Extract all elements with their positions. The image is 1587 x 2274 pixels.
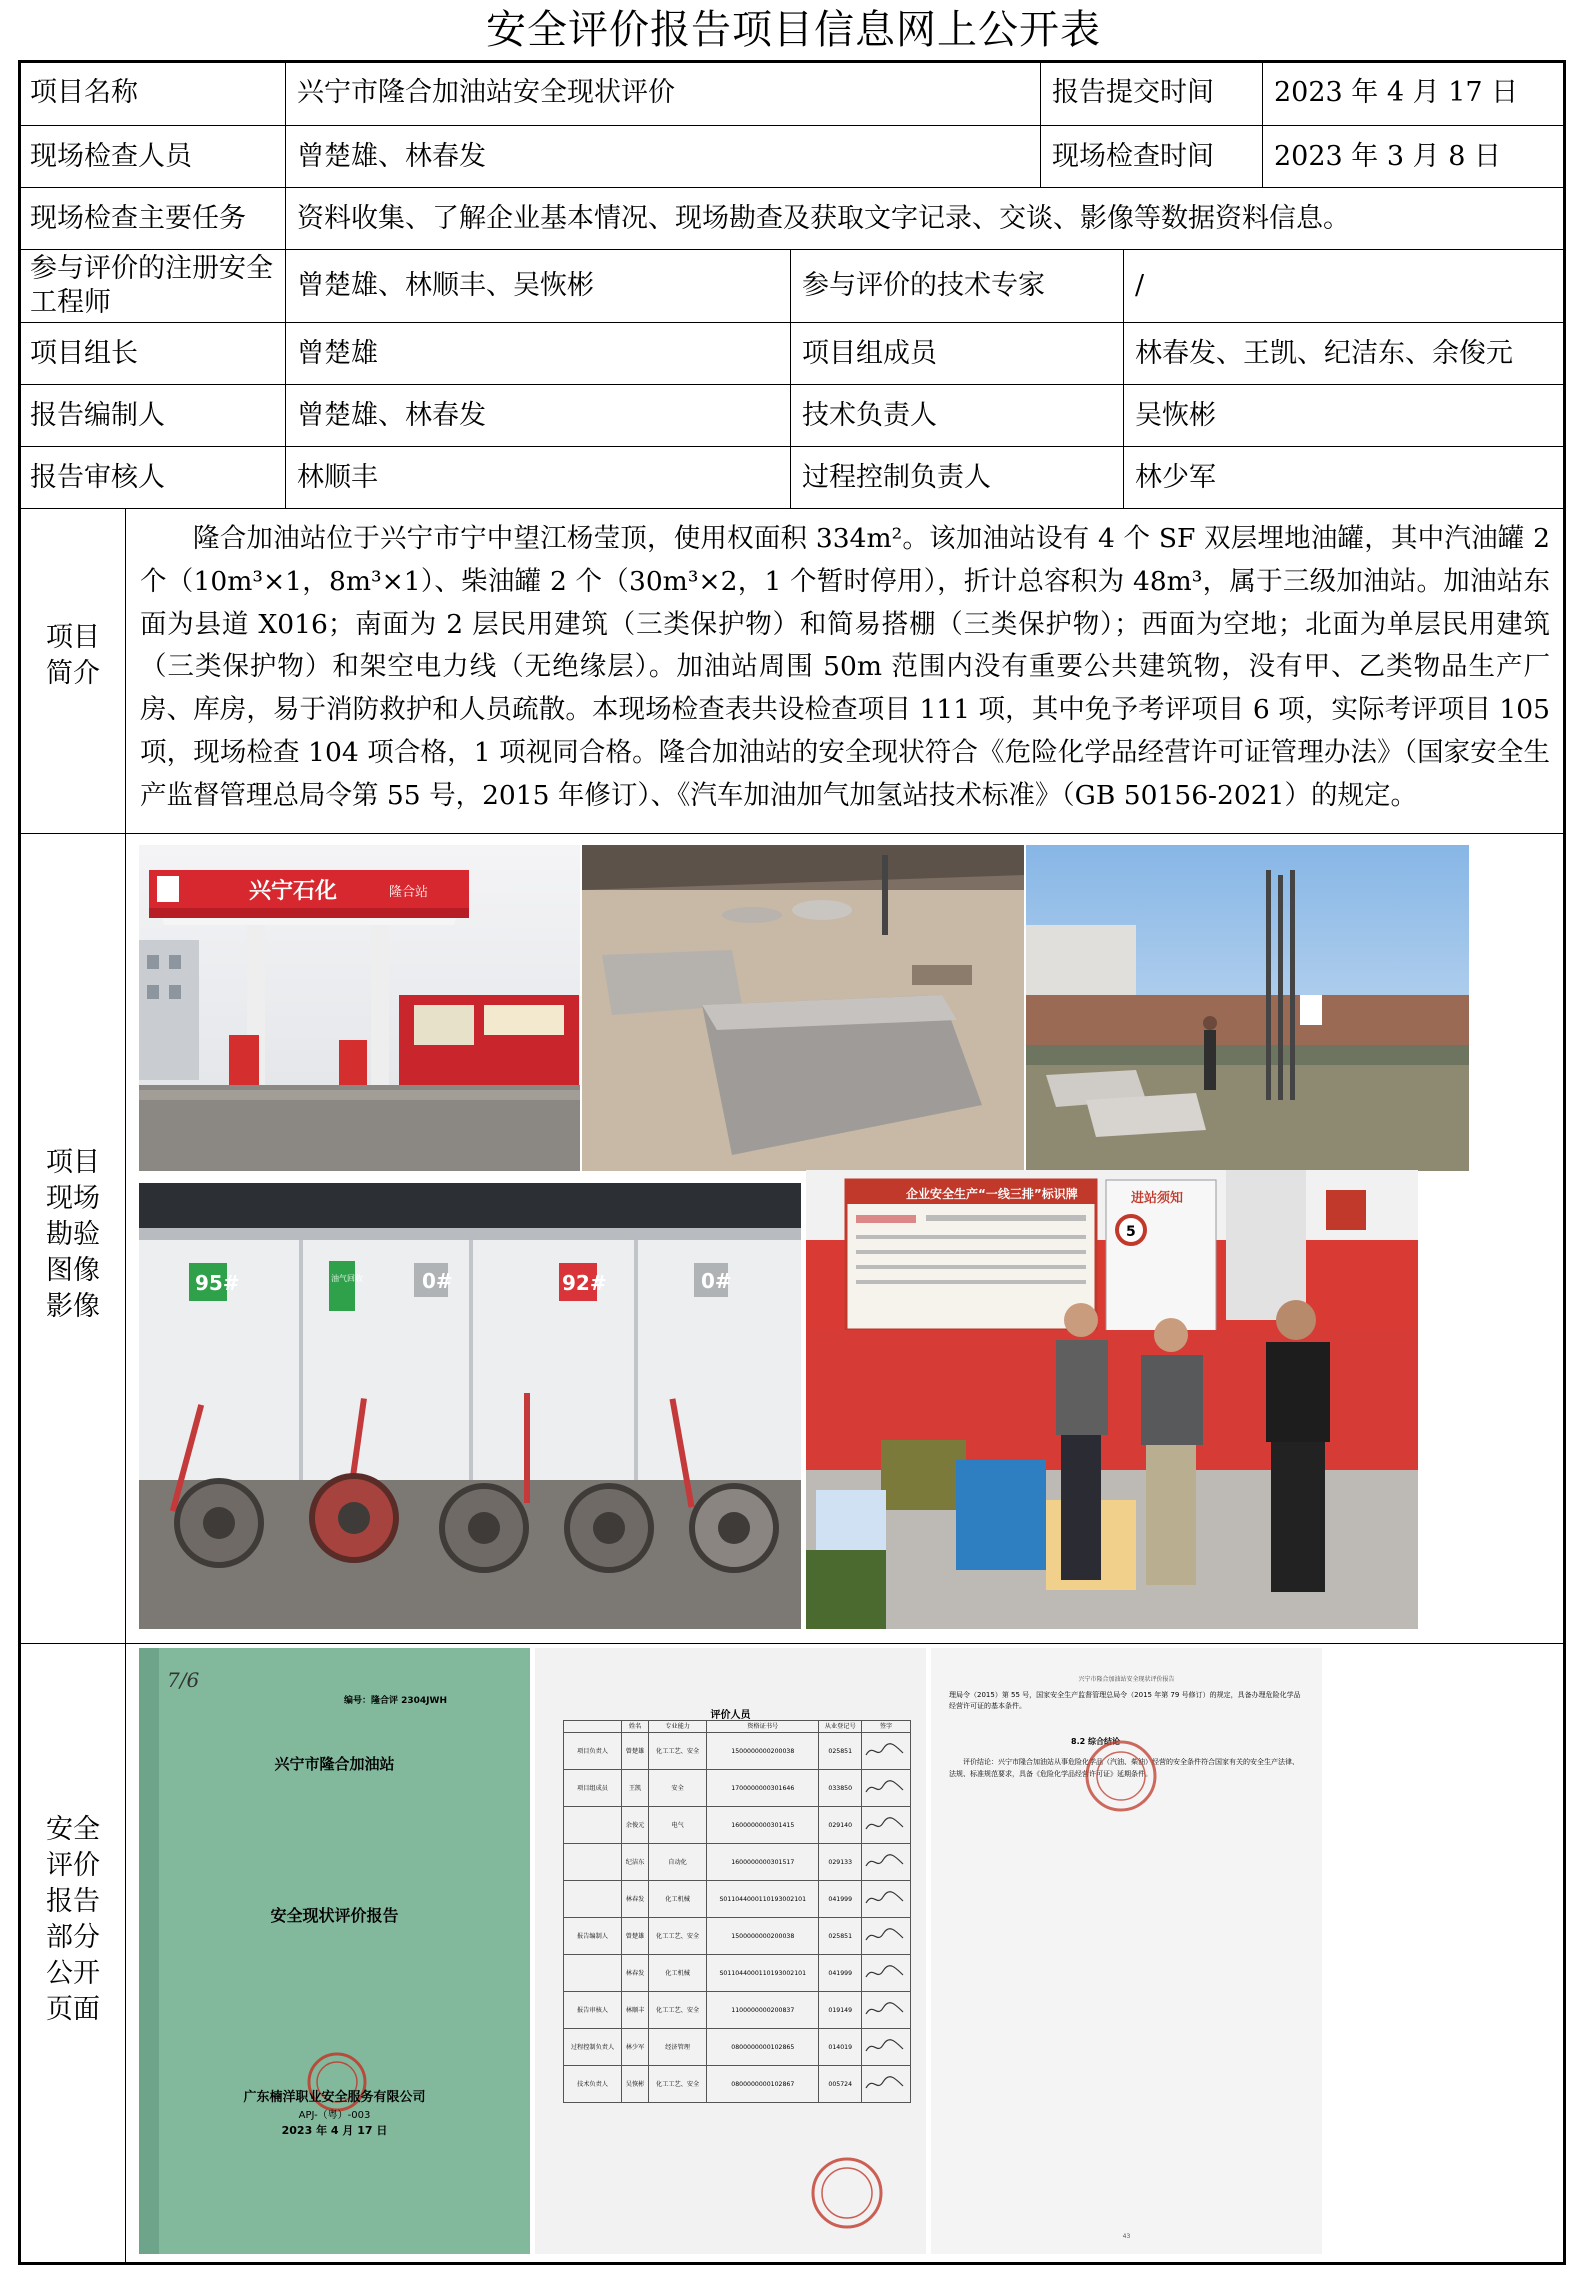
staff-cell [564, 1955, 622, 1992]
staff-table [563, 1720, 911, 2103]
staff-cell: 化工机械 [649, 1955, 707, 1992]
pump-valves-photo [139, 1183, 801, 1629]
staff-cell: 1100000000200837 [707, 1992, 819, 2029]
staff-cell: 1700000000301646 [707, 1770, 819, 1807]
staff-header-cell [564, 1721, 622, 1733]
canopy-sub-text: 隆合站 [389, 885, 429, 900]
summary-label: 项目简介 [46, 622, 100, 689]
pump-green-label: 油气回收 [331, 1274, 363, 1283]
signature-cell [862, 1992, 911, 2029]
signature-cell [862, 1807, 911, 1844]
staff-header-cell: 专业能力 [649, 1721, 707, 1733]
report-label: 安全评价报告部分公开页面 [46, 1814, 100, 2025]
staff-cell: 化工机械 [649, 1881, 707, 1918]
staff-cell: 化工工艺、安全 [649, 2066, 707, 2103]
conclusion-page-number: 43 [1122, 2233, 1131, 2240]
staff-table-title: 评价人员 [710, 1710, 751, 1721]
cover-title: 安全现状评价报告 [270, 1906, 399, 1925]
staff-cell: 林少军 [622, 2029, 649, 2066]
staff-cell: 025851 [819, 1733, 862, 1770]
reviewer-value: 林顺丰 [297, 461, 378, 493]
staff-cell: 0800000000102867 [707, 2066, 819, 2103]
staff-cell: 报告审核人 [564, 1992, 622, 2029]
pump-label-0b: 0# [701, 1269, 732, 1293]
signature-cell [862, 1844, 911, 1881]
staff-cell: 王凯 [622, 1770, 649, 1807]
conclusion-section: 8.2 综合结论 [1071, 1737, 1120, 1746]
signature-cell [862, 1955, 911, 1992]
signature-cell [862, 1918, 911, 1955]
staff-row [564, 2029, 911, 2066]
summary-text: 隆合加油站位于兴宁市宁中望江杨莹顶，使用权面积 334m²。该加油站设有 4 个 SF 双层埋地油罐，其中汽油罐 2 个（10m³×1，8m³×1）、柴油罐 2 个（30m³×2，1 个暂时停用），折计总容积为 48m³，属于三级加油站。加油站东面为县道 X016；南面为 2 层民用建筑（三类保护物）和简易搭棚（三类保护物）；西面为空地；北面为单层民用建筑（三类保护物）和架空电力线（无绝缘层）。加油站周围 50m 范围内没有重要公共建筑物，没有甲、乙类物品生产厂房、库房，易于消防救护和人员疏散。本现场检查表共设检查项目 111 项，其中免予考评项目 6 项，实际考评项目 105 项，现场检查 104 项合格，1 项视同合格。隆合加油站的安全现状符合《危险化学品经营许可证管理办法》（国家安全生产监督管理总局令第 55 号，2015 年修订）、《汽车加油加气加氢站技术标准》（GB 50156-2021）的规定。 [140, 523, 1550, 811]
signature-cell [862, 2029, 911, 2066]
signature-cell [862, 1733, 911, 1770]
staff-cell: 025851 [819, 1918, 862, 1955]
staff-header-cell: 从业登记号 [819, 1721, 862, 1733]
staff-row [564, 1992, 911, 2029]
report-cover-photo [139, 1648, 530, 2254]
cover-number: 编号：隆合评 2304JWH [344, 1696, 447, 1706]
members-value: 林春发、王凯、纪洁东、余俊元 [1135, 337, 1513, 369]
conclusion-text: 评价结论：兴宁市隆合加油站从事危险化学品（汽油、柴油）经营的安全条件符合国家有关的安全生产法律、法规、标准规范要求，具备《危险化学品经营许可证》延期条件。 [949, 1758, 1299, 1778]
staff-cell: 化工工艺、安全 [649, 1992, 707, 2029]
staff-cell: 041999 [819, 1881, 862, 1918]
staff-header-cell: 签字 [862, 1721, 911, 1733]
staff-cell: 安全 [649, 1770, 707, 1807]
report-staff-page [535, 1648, 926, 2254]
project-name-value: 兴宁市隆合加油站安全现状评价 [297, 77, 675, 109]
leader-value: 曾楚雄 [297, 337, 378, 369]
pump-label-95: 95# [195, 1271, 240, 1295]
pump-label-92: 92# [562, 1271, 607, 1295]
conclusion-header: 兴宁市隆合加油站安全现状评价报告 [1078, 1676, 1175, 1683]
staff-cell: 自动化 [649, 1844, 707, 1881]
pump-label-0a: 0# [422, 1269, 453, 1293]
engineers-label: 参与评价的注册安全工程师 [30, 253, 273, 318]
staff-row [564, 1770, 911, 1807]
staff-cell: 曾楚雄 [622, 1733, 649, 1770]
tech-lead-value: 吴恢彬 [1135, 399, 1216, 431]
tasks-value: 资料收集、了解企业基本情况、现场勘查及获取文字记录、交谈、影像等数据资料信息。 [297, 202, 1350, 234]
staff-cell: 过程控制负责人 [564, 2029, 622, 2066]
staff-header-cell: 资格证书号 [707, 1721, 819, 1733]
engineers-value: 曾楚雄、林顺丰、吴恢彬 [297, 270, 594, 302]
staff-cell: 005724 [819, 2066, 862, 2103]
staff-cell: S011044000110193002101 [707, 1955, 819, 1992]
canopy-sign-text: 兴宁石化 [249, 879, 338, 904]
staff-row [564, 1733, 911, 1770]
signature-cell [862, 2066, 911, 2103]
staff-cell: 化工工艺、安全 [649, 1918, 707, 1955]
staff-cell: 林春发 [622, 1881, 649, 1918]
experts-label: 参与评价的技术专家 [802, 270, 1045, 302]
staff-cell: 化工工艺、安全 [649, 1733, 707, 1770]
compiler-label: 报告编制人 [30, 399, 165, 431]
staff-cell: 029133 [819, 1844, 862, 1881]
compiler-value: 曾楚雄、林春发 [297, 399, 486, 431]
leader-label: 项目组长 [30, 337, 138, 369]
cover-company: 兴宁市隆合加油站 [274, 1755, 395, 1773]
tasks-label: 现场检查主要任务 [30, 202, 246, 234]
staff-header-cell: 姓名 [622, 1721, 649, 1733]
signature-cell [862, 1881, 911, 1918]
page-title: 安全评价报告项目信息网上公开表 [486, 7, 1101, 53]
staff-cell: 019149 [819, 1992, 862, 2029]
process-lead-value: 林少军 [1135, 461, 1216, 493]
inspectors-photo [806, 1170, 1418, 1629]
speed-sign: 5 [1126, 1224, 1136, 1240]
staff-row [564, 1844, 911, 1881]
staff-cell: S011044000110193002101 [707, 1881, 819, 1918]
inspectors-label: 现场检查人员 [30, 140, 192, 172]
staff-cell [564, 1844, 622, 1881]
staff-cell: 014019 [819, 2029, 862, 2066]
station-photo [139, 845, 580, 1171]
cover-date: 2023 年 4 月 17 日 [281, 2124, 388, 2137]
submit-time-value: 2023 年 4 月 17 日 [1274, 77, 1519, 109]
signature-cell [862, 1770, 911, 1807]
staff-row [564, 1881, 911, 1918]
staff-cell: 曾楚雄 [622, 1918, 649, 1955]
staff-cell: 项目组成员 [564, 1770, 622, 1807]
staff-cell: 纪洁东 [622, 1844, 649, 1881]
project-name-label: 项目名称 [30, 77, 138, 109]
report-conclusion-page [931, 1648, 1322, 2254]
staff-cell: 1600000000301517 [707, 1844, 819, 1881]
staff-row [564, 2066, 911, 2103]
notice-title: 进站须知 [1131, 1191, 1184, 1206]
cover-org: 广东楠洋职业安全服务有限公司 [243, 2090, 426, 2105]
inspection-time-label: 现场检查时间 [1052, 140, 1214, 172]
staff-row [564, 1955, 911, 1992]
staff-cell: 033850 [819, 1770, 862, 1807]
staff-row [564, 1918, 911, 1955]
tank-cover-photo [582, 845, 1024, 1171]
staff-cell: 041999 [819, 1955, 862, 1992]
cover-handwritten: 7/6 [167, 1668, 200, 1692]
staff-cell: 0800000000102865 [707, 2029, 819, 2066]
inspection-time-value: 2023 年 3 月 8 日 [1274, 140, 1501, 172]
inspectors-value: 曾楚雄、林春发 [297, 140, 486, 172]
staff-cell: 林顺丰 [622, 1992, 649, 2029]
staff-cell: 029140 [819, 1807, 862, 1844]
staff-cell [564, 1807, 622, 1844]
photos-label: 项目现场勘验图像影像 [46, 1147, 100, 1322]
experts-value: / [1135, 270, 1145, 302]
staff-cell: 项目负责人 [564, 1733, 622, 1770]
staff-cell: 电气 [649, 1807, 707, 1844]
cover-cert: APJ-（粤）-003 [298, 2110, 371, 2121]
staff-cell: 林春发 [622, 1955, 649, 1992]
vent-pipes-photo [1026, 845, 1469, 1171]
conclusion-intro: 理局令（2015）第 55 号，国家安全生产监督管理总局令（2015 年第 79 号修订）的规定，具备办理危险化学品经营许可证的基本条件。 [949, 1691, 1301, 1710]
staff-cell: 吴恢彬 [622, 2066, 649, 2103]
staff-cell: 经济管理 [649, 2029, 707, 2066]
staff-cell: 1500000000200038 [707, 1918, 819, 1955]
board-title: 企业安全生产“一线三排”标识牌 [906, 1187, 1078, 1201]
process-lead-label: 过程控制负责人 [802, 461, 991, 493]
members-label: 项目组成员 [802, 337, 937, 369]
staff-row [564, 1807, 911, 1844]
submit-time-label: 报告提交时间 [1052, 77, 1214, 109]
staff-cell: 报告编制人 [564, 1918, 622, 1955]
staff-cell: 1600000000301415 [707, 1807, 819, 1844]
staff-cell: 余俊元 [622, 1807, 649, 1844]
tech-lead-label: 技术负责人 [802, 399, 937, 431]
staff-cell [564, 1881, 622, 1918]
staff-cell: 1500000000200038 [707, 1733, 819, 1770]
reviewer-label: 报告审核人 [30, 461, 165, 493]
staff-cell: 技术负责人 [564, 2066, 622, 2103]
